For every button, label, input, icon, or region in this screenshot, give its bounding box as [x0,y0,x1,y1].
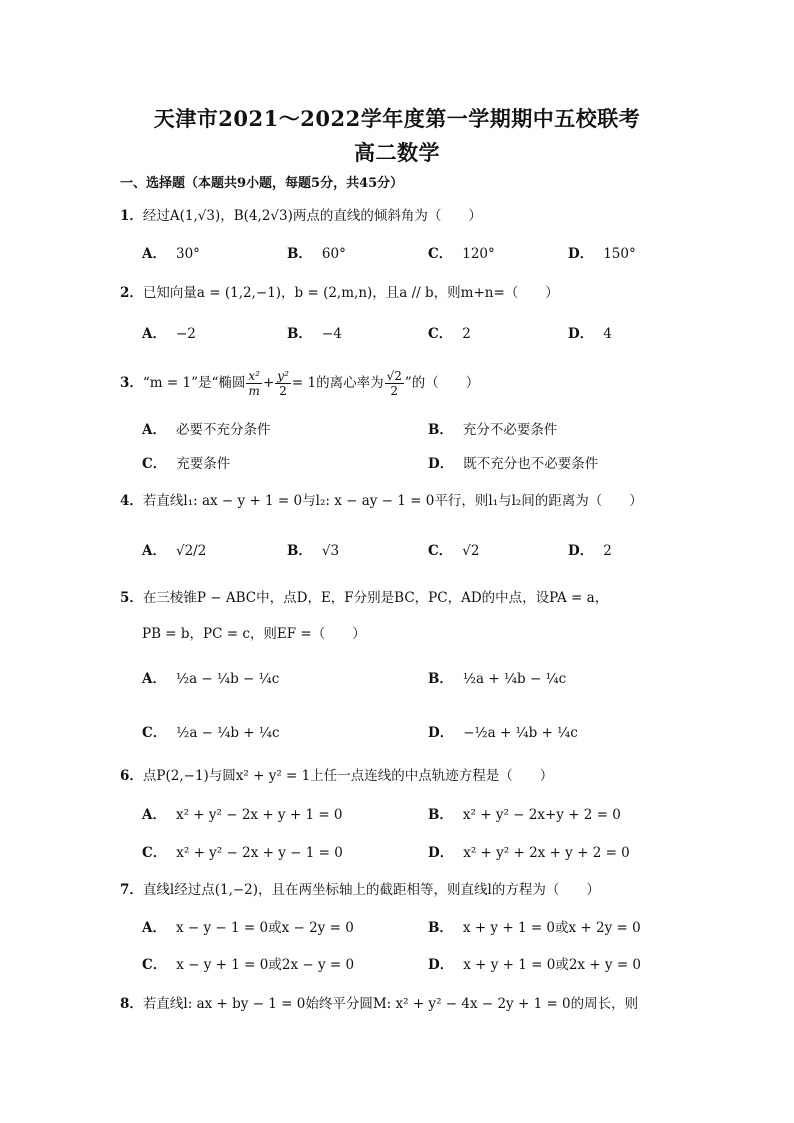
q7-option-b[interactable]: B． x + y + 1 = 0或x + 2y = 0 [428,920,641,936]
question-stem: 已知向量a = (1,2,−1)，b = (2,m,n)，且a // b，则m+n=（ ） [142,285,559,301]
exam-title: 天津市2021～2022学年度第一学期期中五校联考 [153,106,641,131]
q5-option-d[interactable]: D． −½a + ¼b + ¼c [428,725,578,741]
question-6 [120,766,553,786]
q7-option-c[interactable]: C． x − y + 1 = 0或2x − y = 0 [142,957,355,973]
question-number: 7． [120,882,143,898]
q3-option-b[interactable]: B． 充分不必要条件 [428,422,558,438]
q7-option-d[interactable]: D． x + y + 1 = 0或2x + y = 0 [428,957,642,973]
q4-option-c[interactable]: C． √2 [428,543,480,559]
q6-option-a[interactable]: A． x² + y² − 2x + y + 1 = 0 [142,807,343,823]
question-number: 1． [120,208,143,224]
question-stem: 在三棱锥P − ABC中，点D，E，F分别是BC，PC，AD的中点，设PA = a， [142,590,609,606]
question-1 [120,206,482,226]
question-stem: 经过A(1,√3)，B(4,2√3)两点的直线的倾斜角为（ ） [142,208,482,224]
question-5-continued: PB = b，PC = c，则EF =（ ） [142,626,366,642]
q6-option-d[interactable]: D． x² + y² + 2x + y + 2 = 0 [428,845,630,861]
exam-subject: 高二数学 [354,140,440,165]
question-number: 5． [120,590,143,606]
question-number: 3． [120,375,143,391]
q2-option-d[interactable]: D． 4 [568,326,612,342]
question-4 [120,491,643,511]
question-stem: 若直线l: ax + by − 1 = 0始终平分圆M: x² + y² − 4x − 2y + 1 = 0的周长，则 [142,996,639,1012]
question-number: 2． [120,285,143,301]
q4-option-a[interactable]: A． √2/2 [142,543,207,559]
q2-option-b[interactable]: B． −4 [287,326,342,342]
question-2 [120,283,559,303]
eccentricity-fraction: $\frac{√2}{2}$ [386,369,402,398]
question-stem: 点P(2,−1)与圆x² + y² = 1上任一点连线的中点轨迹方程是（ ） [142,768,554,784]
q3-option-c[interactable]: C． 充要条件 [142,456,231,472]
q7-option-a[interactable]: A． x − y − 1 = 0或x − 2y = 0 [142,920,354,936]
q3-option-d[interactable]: D． 既不充分也不必要条件 [428,456,599,472]
q3-option-a[interactable]: A． 必要不充分条件 [142,422,271,438]
ellipse-fraction-y: $\frac{\text{y²}}{2}$ [277,369,289,398]
question-number: 6． [120,768,143,784]
q2-option-a[interactable]: A． −2 [142,326,196,342]
q6-option-b[interactable]: B． x² + y² − 2x+y + 2 = 0 [428,807,621,823]
question-stem: 直线l经过点(1,−2)，且在两坐标轴上的截距相等，则直线l的方程为（ ） [142,882,600,898]
question-5 [120,588,608,608]
section-heading: 一、选择题（本题共9小题，每题5分，共45分） [120,176,404,191]
q5-option-b[interactable]: B． ½a + ¼b − ¼c [428,671,567,687]
question-number: 8． [120,996,143,1012]
question-7 [120,880,600,900]
q1-option-d[interactable]: D． 150° [568,246,636,262]
q5-option-a[interactable]: A． ½a − ¼b − ¼c [142,671,280,687]
q2-option-c[interactable]: C． 2 [428,326,471,342]
q1-option-b[interactable]: B． 60° [287,246,346,262]
question-stem-part: “m = 1”是“椭圆 [142,375,246,391]
q1-option-a[interactable]: A． 30° [142,246,200,262]
question-stem-part: ”的（ ） [404,375,480,391]
question-stem: 若直线l₁: ax − y + 1 = 0与l₂: x − ay − 1 = 0平行，则l₁与l₂间的距离为（ ） [142,493,643,509]
question-3: 3．“m = 1”是“椭圆 $\frac{\text{x²}}{m}$ + $\frac{\text{y²}}{2}$ = 1的离心率为 $\frac{√2}{2}$ ”的（ ） [120,369,480,398]
q6-option-c[interactable]: C． x² + y² − 2x + y − 1 = 0 [142,845,343,861]
q4-option-b[interactable]: B． √3 [287,543,340,559]
q5-option-c[interactable]: C． ½a − ¼b + ¼c [142,725,280,741]
question-stem-part: = 1的离心率为 [291,375,384,391]
q1-option-c[interactable]: C． 120° [428,246,495,262]
question-8 [120,994,638,1014]
question-number: 4． [120,493,143,509]
ellipse-fraction-x: $\frac{\text{x²}}{m}$ [248,369,260,398]
q4-option-d[interactable]: D． 2 [568,543,612,559]
